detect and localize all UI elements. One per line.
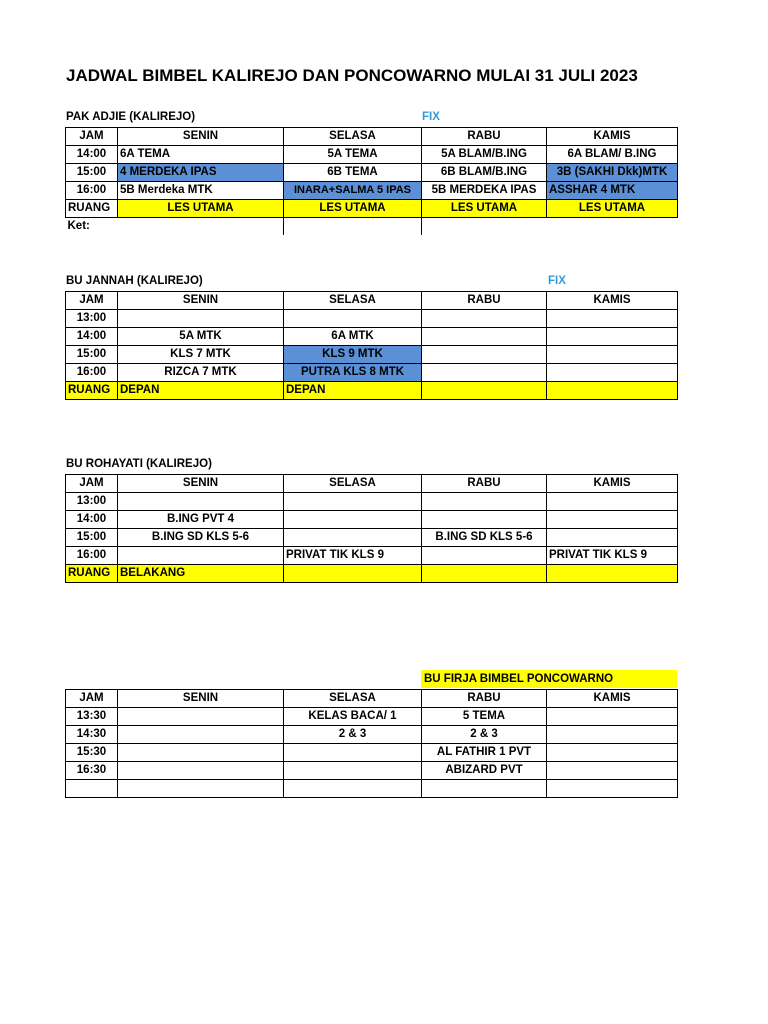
header-cell: RABU (422, 475, 547, 493)
table-cell (118, 310, 284, 328)
room-cell: RUANG (66, 565, 118, 583)
table-header-row (66, 690, 678, 708)
header-cell: JAM (66, 475, 118, 493)
header-cell: SENIN (118, 690, 284, 708)
table-cell: ABIZARD PVT (422, 762, 547, 780)
table-cell: PRIVAT TIK KLS 9 (547, 547, 678, 565)
table-cell (284, 310, 422, 328)
time-cell: 15:00 (66, 346, 118, 364)
table-cell: 5B Merdeka MTK (118, 182, 284, 200)
table-cell (422, 382, 547, 400)
table-cell (284, 218, 422, 236)
table-row (66, 382, 678, 400)
table-cell (547, 726, 678, 744)
table-row (66, 364, 678, 382)
table-cell (547, 744, 678, 762)
header-cell: RABU (422, 292, 547, 310)
header-cell: SELASA (284, 475, 422, 493)
table-cell: 5A TEMA (284, 146, 422, 164)
time-cell (66, 780, 118, 798)
header-cell: SELASA (284, 690, 422, 708)
table-cell (422, 493, 547, 511)
fix-label-2: FIX (548, 275, 566, 287)
time-cell: 16:00 (66, 364, 118, 382)
header-cell: JAM (66, 128, 118, 146)
header-cell: KAMIS (547, 128, 678, 146)
table-cell (547, 218, 678, 236)
table-row (66, 328, 678, 346)
time-cell: 13:30 (66, 708, 118, 726)
table-cell: LES UTAMA (118, 200, 284, 218)
table-cell (284, 744, 422, 762)
table-cell: 5B MERDEKA IPAS (422, 182, 547, 200)
table-row (66, 346, 678, 364)
header-cell: KAMIS (547, 690, 678, 708)
header-cell: SENIN (118, 475, 284, 493)
table-cell (422, 218, 547, 236)
table-cell: 2 & 3 (422, 726, 547, 744)
header-cell: JAM (66, 292, 118, 310)
table-cell (422, 310, 547, 328)
table-cell: PUTRA KLS 8 MTK (284, 364, 422, 382)
table-cell: 5 TEMA (422, 708, 547, 726)
schedule-table-jannah (65, 291, 678, 400)
time-cell: 16:00 (66, 182, 118, 200)
table-row (66, 744, 678, 762)
table-cell (422, 364, 547, 382)
time-cell: 13:00 (66, 493, 118, 511)
ket-label: Ket: (67, 220, 90, 232)
fix-label-1: FIX (422, 111, 440, 123)
table-row (66, 708, 678, 726)
table-cell (284, 511, 422, 529)
table-cell: 6A BLAM/ B.ING (547, 146, 678, 164)
header-cell: KAMIS (547, 475, 678, 493)
teacher-label-firja: BU FIRJA BIMBEL PONCOWARNO (421, 670, 677, 688)
table-cell: PRIVAT TIK KLS 9 (284, 547, 422, 565)
header-cell: SELASA (284, 292, 422, 310)
time-cell: 15:00 (66, 164, 118, 182)
header-cell: SENIN (118, 292, 284, 310)
time-cell: 14:00 (66, 146, 118, 164)
table-cell (118, 780, 284, 798)
table-cell (118, 726, 284, 744)
time-cell: 16:30 (66, 762, 118, 780)
ket-row (66, 218, 678, 236)
table-cell (547, 565, 678, 583)
table-cell (422, 547, 547, 565)
table-cell: DEPAN (118, 382, 284, 400)
table-cell: 6B BLAM/B.ING (422, 164, 547, 182)
table-row (66, 762, 678, 780)
time-cell: 15:00 (66, 529, 118, 547)
table-cell: RIZCA 7 MTK (118, 364, 284, 382)
table-cell (422, 511, 547, 529)
table-cell: 6A MTK (284, 328, 422, 346)
table-row (66, 565, 678, 583)
table-cell (547, 511, 678, 529)
table-row (66, 511, 678, 529)
time-cell: 14:00 (66, 328, 118, 346)
time-cell: 13:00 (66, 310, 118, 328)
schedule-table-firja (65, 689, 678, 798)
room-cell: RUANG (66, 200, 118, 218)
header-cell: KAMIS (547, 292, 678, 310)
table-cell: KLS 7 MTK (118, 346, 284, 364)
table-cell (422, 565, 547, 583)
table-cell (284, 493, 422, 511)
table-row (66, 529, 678, 547)
table-cell (547, 364, 678, 382)
table-header-row (66, 128, 678, 146)
table-cell: KLS 9 MTK (284, 346, 422, 364)
table-row (66, 780, 678, 798)
table-row (66, 310, 678, 328)
table-cell: KELAS BACA/ 1 (284, 708, 422, 726)
page-title: JADWAL BIMBEL KALIREJO DAN PONCOWARNO MULAI 31 JULI 2023 (66, 66, 638, 85)
table-cell: ASSHAR 4 MTK (547, 182, 678, 200)
table-cell: 2 & 3 (284, 726, 422, 744)
table-cell (422, 328, 547, 346)
header-cell: JAM (66, 690, 118, 708)
table-row (66, 726, 678, 744)
teacher-label-rohayati: BU ROHAYATI (KALIREJO) (66, 458, 212, 470)
table-cell (118, 547, 284, 565)
header-cell: RABU (422, 128, 547, 146)
table-cell: 6A TEMA (118, 146, 284, 164)
table-cell (547, 382, 678, 400)
table-cell: LES UTAMA (547, 200, 678, 218)
teacher-label-adjie: PAK ADJIE (KALIREJO) (66, 111, 196, 123)
table-row (66, 200, 678, 218)
table-header-row (66, 292, 678, 310)
table-row (66, 146, 678, 164)
table-cell: 4 MERDEKA IPAS (118, 164, 284, 182)
schedule-table-adjie (65, 127, 678, 235)
header-cell: SENIN (118, 128, 284, 146)
table-cell: LES UTAMA (284, 200, 422, 218)
table-cell (547, 708, 678, 726)
table-cell (547, 310, 678, 328)
table-cell (422, 780, 547, 798)
schedule-table-rohayati (65, 474, 678, 583)
table-cell (284, 529, 422, 547)
table-cell (547, 328, 678, 346)
time-cell: 14:30 (66, 726, 118, 744)
table-cell: DEPAN (284, 382, 422, 400)
table-cell: B.ING SD KLS 5-6 (422, 529, 547, 547)
table-cell (118, 708, 284, 726)
table-row (66, 164, 678, 182)
room-cell: RUANG (66, 382, 118, 400)
table-cell: 5A MTK (118, 328, 284, 346)
table-cell (547, 780, 678, 798)
header-cell: RABU (422, 690, 547, 708)
table-cell: AL FATHIR 1 PVT (422, 744, 547, 762)
table-cell (118, 744, 284, 762)
table-cell: B.ING PVT 4 (118, 511, 284, 529)
table-cell: INARA+SALMA 5 IPAS (284, 182, 422, 200)
table-cell (118, 762, 284, 780)
header-cell: SELASA (284, 128, 422, 146)
table-row (66, 493, 678, 511)
table-cell (284, 565, 422, 583)
table-cell (547, 493, 678, 511)
table-cell: 6B TEMA (284, 164, 422, 182)
table-row (66, 547, 678, 565)
table-cell: BELAKANG (118, 565, 284, 583)
table-cell: LES UTAMA (422, 200, 547, 218)
table-cell (547, 346, 678, 364)
table-cell: B.ING SD KLS 5-6 (118, 529, 284, 547)
table-cell (118, 493, 284, 511)
time-cell: 14:00 (66, 511, 118, 529)
table-cell (547, 529, 678, 547)
table-header-row (66, 475, 678, 493)
time-cell: 16:00 (66, 547, 118, 565)
table-row (66, 182, 678, 200)
table-cell: 3B (SAKHI Dkk)MTK (547, 164, 678, 182)
table-cell (284, 780, 422, 798)
time-cell: 15:30 (66, 744, 118, 762)
table-cell (422, 346, 547, 364)
table-cell: 5A BLAM/B.ING (422, 146, 547, 164)
table-cell (284, 762, 422, 780)
table-cell (547, 762, 678, 780)
teacher-label-jannah: BU JANNAH (KALIREJO) (66, 275, 203, 287)
